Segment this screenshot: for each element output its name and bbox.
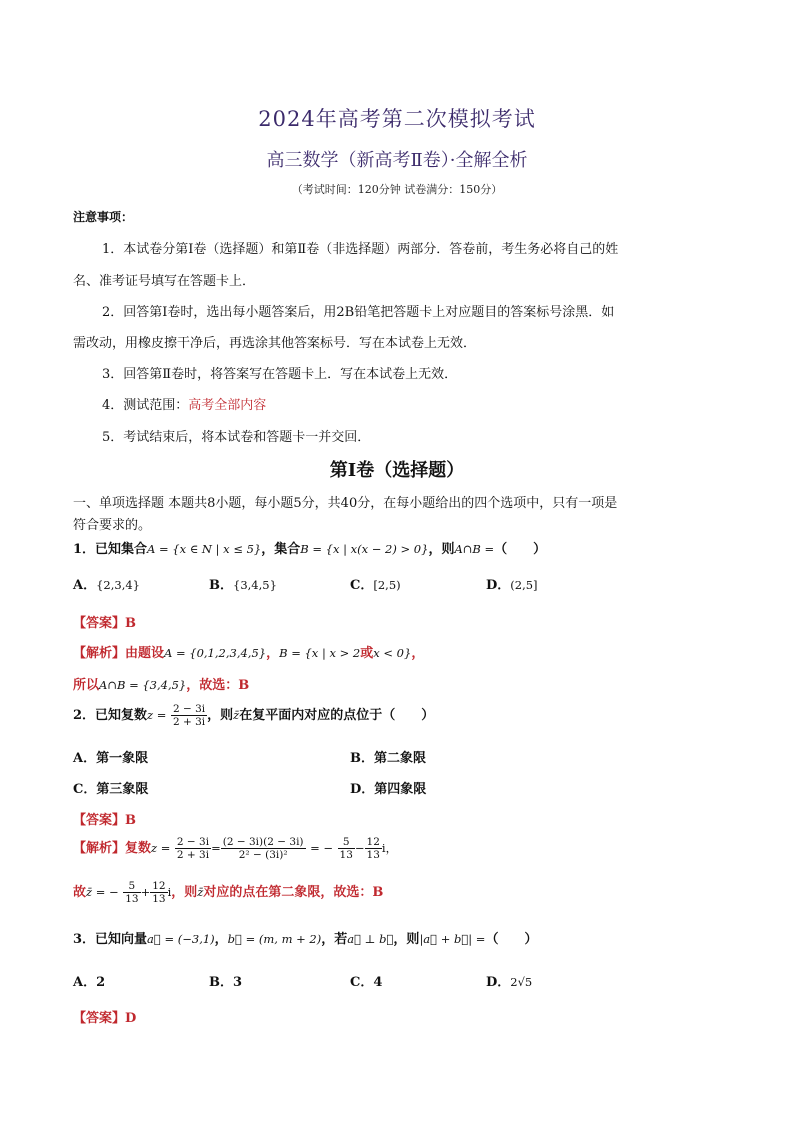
- q2-conclusion-zbar: z̄ = −: [86, 885, 119, 900]
- q1-analysis-set-b-end: x < 0}: [373, 646, 412, 660]
- q2-analysis-z: z =: [151, 841, 171, 856]
- q1-conclusion-post: ，故选：B: [186, 678, 250, 693]
- q2-analysis-frac-2-den: 2² − (3i)²: [238, 849, 288, 862]
- q2-conclusion-i: i: [167, 885, 172, 900]
- note-1-line-1: 1．本试卷分第Ⅰ卷（选择题）和第Ⅱ卷（非选择题）两部分．答卷前，考生务必将自己的姓: [102, 242, 619, 257]
- q3-vector-b: b⃗ = (m, m + 2): [227, 932, 322, 946]
- q3-answer: 【答案】D: [73, 1011, 137, 1026]
- q2-analysis-frac-1-num: 2 − 3i: [176, 836, 210, 848]
- q2-analysis-frac-3-den: 13: [339, 849, 353, 862]
- q1-option-d-value: (2,5]: [510, 578, 538, 592]
- section-title: 第I卷（选择题）: [329, 460, 465, 481]
- q2-conclusion-frac-2: [150, 880, 167, 905]
- q3-option-d-value: 2√5: [510, 975, 533, 989]
- q2-z: z =: [147, 708, 167, 723]
- q2-analysis-frac-1: [175, 836, 211, 861]
- question-2: [73, 703, 434, 728]
- question-3: [73, 928, 537, 947]
- q2-analysis-frac-3-num: 5: [338, 836, 355, 849]
- note-5: 5．考试结束后，将本试卷和答题卡一并交回．: [102, 430, 371, 445]
- q1-answer: 【答案】B: [73, 616, 136, 631]
- q2-conclusion-zbar-2: z̄: [197, 885, 204, 900]
- q2-analysis-eq: =: [211, 841, 221, 856]
- q2-option-d: D．第四象限: [350, 782, 427, 797]
- q1-option-a: [73, 574, 140, 593]
- q3-perp: a⃗ ⊥ b⃗: [347, 932, 394, 946]
- q2-conclusion-end: 对应的点在第二象限，故选：B: [203, 885, 384, 901]
- q2-option-a: A．第一象限: [73, 751, 149, 766]
- exam-meta: （考试时间：120分钟 试卷满分：150分）: [291, 183, 503, 196]
- q2-rest: 在复平面内对应的点位于（ ）: [239, 708, 435, 724]
- note-2-line-2: 需改动，用橡皮擦干净后，再选涂其他答案标号．写在本试卷上无效．: [73, 336, 477, 351]
- note-2-line-1: 2．回答第Ⅰ卷时，选出每小题答案后，用2B铅笔把答题卡上对应题目的答案标号涂黑．如: [102, 305, 615, 320]
- q3-option-b: B．3: [209, 975, 243, 990]
- q2-conclusion-post: ，则: [171, 885, 198, 901]
- q2-conclusion-frac-1: [123, 880, 140, 905]
- q2-analysis-frac-2-num: (2 − 3i)(2 − 3i): [222, 836, 304, 848]
- q2-fraction-den: 2 + 3i: [172, 716, 206, 729]
- q1-conclusion: [73, 674, 249, 693]
- q2-conclusion-frac-2-den: 13: [152, 893, 166, 906]
- q2-prefix: 2．已知复数: [73, 708, 148, 724]
- note-4-value: 高考全部内容: [188, 398, 267, 413]
- q1-analysis: [73, 642, 424, 661]
- q2-analysis-frac-3: [338, 836, 355, 861]
- q3-then: ，则: [393, 932, 420, 947]
- q2-analysis-minus: −: [354, 841, 365, 856]
- q3-mid: ，若: [321, 932, 348, 947]
- q1-analysis-label: 【解析】由题设: [73, 646, 165, 661]
- notes-heading: 注意事项：: [73, 210, 134, 224]
- q2-mid: ，则: [207, 708, 234, 724]
- q1-option-d: [486, 574, 538, 593]
- q3-option-d-label: D．: [486, 975, 511, 990]
- q1-option-c: [350, 574, 401, 593]
- q3-sep: ，: [214, 932, 228, 947]
- q1-option-b: [209, 574, 277, 593]
- q3-paren: （ ）: [485, 932, 538, 947]
- q2-zbar: z̄: [233, 708, 240, 723]
- q2-fraction: [171, 703, 207, 728]
- note-1-line-2: 名、准考证号填写在答题卡上．: [73, 274, 256, 289]
- q2-conclusion-frac-1-den: 13: [125, 893, 139, 906]
- q2-analysis-frac-2: [221, 836, 306, 861]
- q3-option-a: A．2: [73, 975, 106, 990]
- q1-analysis-sep: ，: [266, 646, 280, 661]
- note-4-label: 4．测试范围：: [102, 398, 189, 413]
- q2-analysis-frac-4-den: 13: [366, 849, 380, 862]
- section-intro-line-2: 符合要求的。: [73, 518, 152, 533]
- section-intro-line-1: 一、单项选择题 本题共8小题，每小题5分，共40分，在每小题给出的四个选项中，只有一项是: [73, 496, 618, 511]
- q2-conclusion-plus: +: [140, 885, 151, 900]
- q3-option-d: [486, 971, 532, 990]
- q1-option-b-value: {3,4,5}: [233, 578, 277, 592]
- q1-paren: （ ）: [494, 542, 547, 557]
- q2-option-c: C．第三象限: [73, 782, 149, 797]
- q2-analysis-frac-1-den: 2 + 3i: [176, 849, 210, 862]
- q1-set-b: B = {x | x(x − 2) > 0}: [300, 542, 429, 556]
- q1-then: ，则: [428, 542, 455, 557]
- q2-analysis: [73, 836, 397, 861]
- q1-analysis-set-a: A = {0,1,2,3,4,5}: [164, 646, 267, 660]
- note-3: 3．回答第Ⅱ卷时，将答案写在答题卡上．写在本试卷上无效．: [102, 367, 458, 382]
- q1-set-a: A = {x ∈ N | x ≤ 5}: [147, 542, 262, 556]
- q3-option-c: C．4: [350, 975, 383, 990]
- q3-prefix: 3．已知向量: [73, 932, 148, 947]
- q1-analysis-end: ，: [411, 646, 425, 661]
- q2-analysis-frac-4: [365, 836, 382, 861]
- q2-analysis-frac-4-num: 12: [366, 836, 380, 848]
- q2-conclusion: [73, 880, 383, 905]
- q1-option-a-value: {2,3,4}: [96, 578, 140, 592]
- q2-conclusion-frac-1-num: 5: [123, 880, 140, 893]
- q1-conclusion-pre: 所以: [73, 678, 100, 693]
- q2-analysis-i: i，: [381, 841, 398, 856]
- q2-analysis-label: 【解析】复数: [73, 841, 152, 857]
- q1-analysis-or: 或: [360, 646, 374, 661]
- question-1: [73, 538, 546, 557]
- q2-analysis-eq2: = −: [310, 841, 333, 856]
- q3-expr: |a⃗ + b⃗| =: [419, 932, 486, 946]
- q2-option-b: B．第二象限: [350, 751, 426, 766]
- q1-option-d-label: D．: [486, 578, 511, 593]
- q1-expr: A∩B =: [454, 542, 495, 556]
- q1-option-b-label: B．: [209, 578, 233, 593]
- q1-mid: ，集合: [261, 542, 301, 557]
- q2-conclusion-frac-2-num: 12: [152, 880, 166, 892]
- q2-answer: 【答案】B: [73, 813, 136, 828]
- q1-conclusion-expr: A∩B = {3,4,5}: [99, 678, 187, 692]
- q1-option-c-label: C．: [350, 578, 374, 593]
- exam-title: 2024年高考第二次模拟考试: [258, 107, 536, 131]
- q1-option-c-value: [2,5): [373, 578, 401, 592]
- q1-analysis-set-b: B = {x | x > 2: [279, 646, 361, 660]
- q1-prefix: 1．已知集合: [73, 542, 148, 557]
- q2-fraction-num: 2 − 3i: [172, 703, 206, 715]
- exam-subtitle: 高三数学（新高考Ⅱ卷）·全解全析: [266, 150, 528, 171]
- q1-option-a-label: A．: [73, 578, 97, 593]
- q3-vector-a: a⃗ = (−3,1): [147, 932, 215, 946]
- q2-conclusion-pre: 故: [73, 885, 87, 901]
- note-4: [102, 394, 266, 413]
